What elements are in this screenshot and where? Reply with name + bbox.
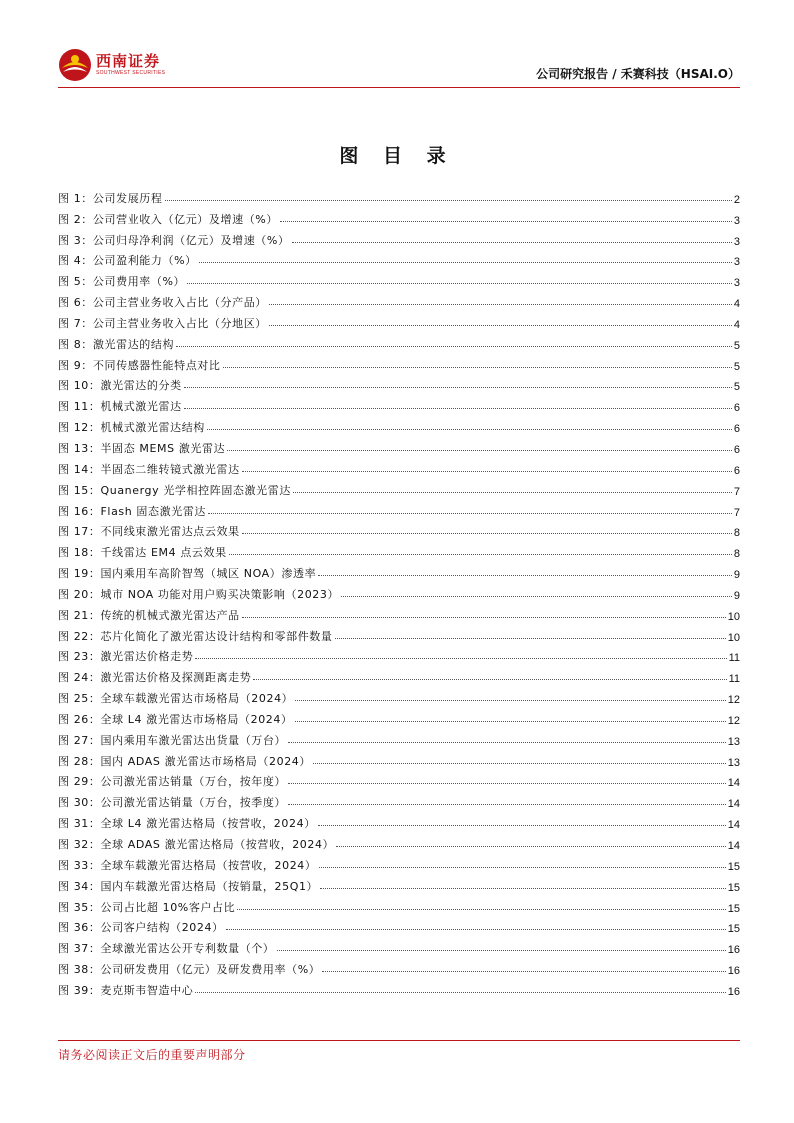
toc-entry-label[interactable]: 图 12：机械式激光雷达结构 xyxy=(58,421,205,435)
toc-dot-leader xyxy=(295,721,726,722)
toc-entry-page[interactable]: 3 xyxy=(733,277,740,290)
page-title: 图 目 录 xyxy=(339,145,455,167)
toc-entry-label[interactable]: 图 5：公司费用率（%） xyxy=(58,275,186,289)
report-info: 公司研究报告 / 禾赛科技（HSAI.O） xyxy=(536,67,740,81)
toc-entry-page[interactable]: 14 xyxy=(727,777,740,790)
toc-entry-label[interactable]: 图 29：公司激光雷达销量（万台，按年度） xyxy=(58,775,287,789)
toc-entry[interactable] xyxy=(58,873,740,894)
toc-entry-label[interactable]: 图 33：全球车载激光雷达格局（按营收，2024） xyxy=(58,858,317,872)
toc-dot-leader xyxy=(319,867,726,868)
toc-entry[interactable] xyxy=(58,664,740,685)
toc-entry[interactable] xyxy=(58,581,740,602)
toc-entry[interactable] xyxy=(58,268,740,289)
logo-english-name: SOUTHWEST SECURITIES xyxy=(96,70,166,76)
toc-entry-page[interactable]: 11 xyxy=(728,673,740,686)
toc-entry-label[interactable]: 图 34：国内车载激光雷达格局（按销量，25Q1） xyxy=(58,879,319,893)
toc-entry-page[interactable]: 13 xyxy=(727,735,740,748)
toc-entry-page[interactable]: 11 xyxy=(728,652,740,665)
toc-entry-label[interactable]: 图 10：激光雷达的分类 xyxy=(58,379,182,393)
toc-entry-page[interactable]: 3 xyxy=(733,235,740,248)
toc-dot-leader xyxy=(165,200,732,201)
toc-entry[interactable] xyxy=(58,748,740,769)
toc-entry-label[interactable]: 图 20：城市 NOA 功能对用户购买决策影响（2023） xyxy=(58,587,340,601)
toc-dot-leader xyxy=(208,513,732,514)
header-divider xyxy=(58,87,740,88)
toc-entry-page[interactable]: 12 xyxy=(727,714,740,727)
toc-entry[interactable] xyxy=(58,185,740,206)
toc-entry-page[interactable]: 9 xyxy=(733,569,740,582)
toc-entry[interactable] xyxy=(58,227,740,248)
company-logo xyxy=(58,48,165,82)
toc-entry-label[interactable]: 图 3：公司归母净利润（亿元）及增速（%） xyxy=(58,233,290,247)
toc-dot-leader xyxy=(242,533,732,534)
toc-entry[interactable] xyxy=(58,789,740,810)
toc-dot-leader xyxy=(295,700,725,701)
toc-dot-leader xyxy=(184,387,732,388)
toc-entry-label[interactable]: 图 25：全球车载激光雷达市场格局（2024） xyxy=(58,692,294,706)
toc-entry-page[interactable]: 4 xyxy=(733,298,740,311)
toc-dot-leader xyxy=(313,763,726,764)
toc-entry-label[interactable]: 图 31：全球 L4 激光雷达格局（按营收，2024） xyxy=(58,817,316,831)
toc-dot-leader xyxy=(237,909,726,910)
toc-entry-label[interactable]: 图 35：公司占比超 10%客户占比 xyxy=(58,900,236,914)
toc-entry-page[interactable]: 7 xyxy=(733,506,740,519)
toc-entry-label[interactable]: 图 4：公司盈利能力（%） xyxy=(58,254,197,268)
figure-toc-list xyxy=(58,185,740,998)
toc-entry-page[interactable]: 8 xyxy=(733,548,740,561)
toc-entry-page[interactable]: 9 xyxy=(733,589,740,602)
toc-entry-label[interactable]: 图 21：传统的机械式激光雷达产品 xyxy=(58,608,240,622)
toc-dot-leader xyxy=(288,804,726,805)
toc-entry-label[interactable]: 图 2：公司营业收入（亿元）及增速（%） xyxy=(58,212,278,226)
toc-dot-leader xyxy=(207,429,732,430)
toc-dot-leader xyxy=(322,971,725,972)
toc-entry[interactable] xyxy=(58,560,740,581)
toc-entry-page[interactable]: 10 xyxy=(727,610,740,623)
toc-entry-label[interactable]: 图 24：激光雷达价格及探测距离走势 xyxy=(58,671,252,685)
toc-dot-leader xyxy=(253,679,726,680)
logo-chinese-name: 西南证券 xyxy=(96,52,161,70)
toc-entry-page[interactable]: 5 xyxy=(733,381,740,394)
toc-entry[interactable] xyxy=(58,623,740,644)
toc-entry-page[interactable]: 4 xyxy=(733,318,740,331)
toc-entry[interactable] xyxy=(58,331,740,352)
toc-entry-page[interactable]: 14 xyxy=(727,819,740,832)
toc-entry-page[interactable]: 15 xyxy=(727,881,740,894)
toc-entry-label[interactable]: 图 11：机械式激光雷达 xyxy=(58,400,182,414)
toc-entry-page[interactable]: 15 xyxy=(727,923,740,936)
toc-entry-page[interactable]: 16 xyxy=(727,944,740,957)
toc-entry[interactable] xyxy=(58,915,740,936)
toc-dot-leader xyxy=(226,929,726,930)
toc-entry-page[interactable]: 16 xyxy=(727,985,740,998)
toc-entry-page[interactable]: 14 xyxy=(727,798,740,811)
toc-entry-page[interactable]: 15 xyxy=(727,860,740,873)
toc-dot-leader xyxy=(341,596,732,597)
toc-entry-label[interactable]: 图 6：公司主营业务收入占比（分产品） xyxy=(58,296,267,310)
toc-entry[interactable] xyxy=(58,519,740,540)
toc-dot-leader xyxy=(277,950,726,951)
toc-entry-label[interactable]: 图 7：公司主营业务收入占比（分地区） xyxy=(58,316,267,330)
toc-entry[interactable] xyxy=(58,414,740,435)
toc-entry-label[interactable]: 图 1：公司发展历程 xyxy=(58,191,163,205)
toc-entry-page[interactable]: 5 xyxy=(733,360,740,373)
toc-dot-leader xyxy=(187,283,732,284)
toc-dot-leader xyxy=(242,471,732,472)
toc-entry[interactable] xyxy=(58,977,740,998)
toc-entry[interactable] xyxy=(58,956,740,977)
toc-entry-page[interactable]: 3 xyxy=(733,256,740,269)
toc-entry-label[interactable]: 图 14：半固态二维转镜式激光雷达 xyxy=(58,462,240,476)
toc-entry-label[interactable]: 图 39：麦克斯韦智造中心 xyxy=(58,983,194,997)
toc-entry-label[interactable]: 图 38：公司研发费用（亿元）及研发费用率（%） xyxy=(58,963,321,977)
toc-dot-leader xyxy=(184,408,732,409)
toc-dot-leader xyxy=(269,304,732,305)
toc-entry-label[interactable]: 图 26：全球 L4 激光雷达市场格局（2024） xyxy=(58,712,293,726)
page-header xyxy=(58,40,740,88)
toc-entry-page[interactable]: 6 xyxy=(733,443,740,456)
toc-entry[interactable] xyxy=(58,248,740,269)
toc-entry[interactable] xyxy=(58,373,740,394)
toc-dot-leader xyxy=(292,242,732,243)
toc-entry[interactable] xyxy=(58,289,740,310)
toc-dot-leader xyxy=(320,888,726,889)
toc-entry-label[interactable]: 图 32：全球 ADAS 激光雷达格局（按营收，2024） xyxy=(58,838,335,851)
toc-entry-page[interactable]: 15 xyxy=(727,902,740,915)
toc-entry[interactable] xyxy=(58,769,740,790)
toc-entry-label[interactable]: 图 36：公司客户结构（2024） xyxy=(58,921,224,935)
toc-entry-page[interactable]: 8 xyxy=(733,527,740,540)
toc-entry-page[interactable]: 3 xyxy=(733,214,740,227)
footer-notice: 请务必阅读正文后的重要声明部分 xyxy=(58,1048,246,1062)
toc-entry-page[interactable]: 6 xyxy=(733,464,740,477)
toc-entry[interactable] xyxy=(58,393,740,414)
toc-entry-label[interactable]: 图 28：国内 ADAS 激光雷达市场格局（2024） xyxy=(58,754,311,768)
toc-entry[interactable] xyxy=(58,539,740,560)
toc-entry-label[interactable]: 图 18：千线雷达 EM4 点云效果 xyxy=(58,546,227,560)
toc-dot-leader xyxy=(293,492,732,493)
toc-entry-label[interactable]: 图 9：不同传感器性能特点对比 xyxy=(58,358,221,372)
toc-entry[interactable] xyxy=(58,352,740,373)
toc-dot-leader xyxy=(195,992,725,993)
toc-dot-leader xyxy=(242,617,726,618)
toc-entry-page[interactable]: 16 xyxy=(727,965,740,978)
toc-entry[interactable] xyxy=(58,477,740,498)
toc-entry-page[interactable]: 6 xyxy=(733,423,740,436)
toc-entry[interactable] xyxy=(58,810,740,831)
footer-divider xyxy=(58,1040,740,1041)
toc-dot-leader xyxy=(195,658,726,659)
toc-dot-leader xyxy=(229,554,732,555)
toc-dot-leader xyxy=(176,346,732,347)
toc-entry-label[interactable]: 图 23：激光雷达价格走势 xyxy=(58,650,194,664)
toc-entry-page[interactable]: 10 xyxy=(727,631,740,644)
toc-entry-page[interactable]: 12 xyxy=(727,694,740,707)
toc-entry-label[interactable]: 图 30：公司激光雷达销量（万台，按季度） xyxy=(58,796,287,810)
logo-emblem-icon xyxy=(58,48,92,82)
toc-entry-label[interactable]: 图 15：Quanergy 光学相控阵固态激光雷达 xyxy=(58,483,291,497)
toc-dot-leader xyxy=(288,742,726,743)
toc-dot-leader xyxy=(223,367,732,368)
toc-dot-leader xyxy=(269,325,732,326)
toc-entry-page[interactable]: 14 xyxy=(727,840,740,852)
toc-entry-label[interactable]: 图 37：全球激光雷达公开专利数量（个） xyxy=(58,942,275,956)
toc-dot-leader xyxy=(288,783,726,784)
toc-entry[interactable] xyxy=(58,852,740,873)
toc-dot-leader xyxy=(318,825,726,826)
toc-entry[interactable] xyxy=(58,706,740,727)
toc-entry[interactable] xyxy=(58,435,740,456)
toc-entry[interactable] xyxy=(58,498,740,519)
toc-entry[interactable] xyxy=(58,456,740,477)
toc-entry-page[interactable]: 13 xyxy=(727,756,740,769)
toc-entry-label[interactable]: 图 13：半固态 MEMS 激光雷达 xyxy=(58,441,226,455)
toc-dot-leader xyxy=(335,638,726,639)
toc-entry[interactable] xyxy=(58,685,740,706)
toc-entry[interactable] xyxy=(58,310,740,331)
toc-dot-leader xyxy=(227,450,732,451)
toc-entry[interactable] xyxy=(58,935,740,956)
toc-entry-label[interactable]: 图 19：国内乘用车高阶智驾（城区 NOA）渗透率 xyxy=(58,567,317,581)
toc-entry[interactable] xyxy=(58,602,740,623)
toc-entry[interactable] xyxy=(58,727,740,748)
toc-entry[interactable] xyxy=(58,206,740,227)
toc-entry-label[interactable]: 图 17：不同线束激光雷达点云效果 xyxy=(58,525,240,539)
toc-entry[interactable] xyxy=(58,894,740,915)
toc-entry-label[interactable]: 图 16：Flash 固态激光雷达 xyxy=(58,504,207,518)
toc-entry[interactable] xyxy=(58,644,740,665)
toc-entry-label[interactable]: 图 27：国内乘用车激光雷达出货量（万台） xyxy=(58,733,287,747)
toc-dot-leader xyxy=(280,221,732,222)
toc-dot-leader xyxy=(336,846,726,847)
toc-entry-label[interactable]: 图 22：芯片化简化了激光雷达设计结构和零部件数量 xyxy=(58,629,333,643)
toc-dot-leader xyxy=(199,262,732,263)
toc-entry-page[interactable]: 6 xyxy=(733,402,740,415)
toc-entry-page[interactable]: 5 xyxy=(733,339,740,352)
toc-entry-label[interactable]: 图 8：激光雷达的结构 xyxy=(58,337,175,351)
toc-entry-page[interactable]: 7 xyxy=(733,485,740,498)
toc-dot-leader xyxy=(318,575,732,576)
toc-entry[interactable] xyxy=(58,831,740,852)
toc-entry-page[interactable]: 2 xyxy=(733,193,740,206)
